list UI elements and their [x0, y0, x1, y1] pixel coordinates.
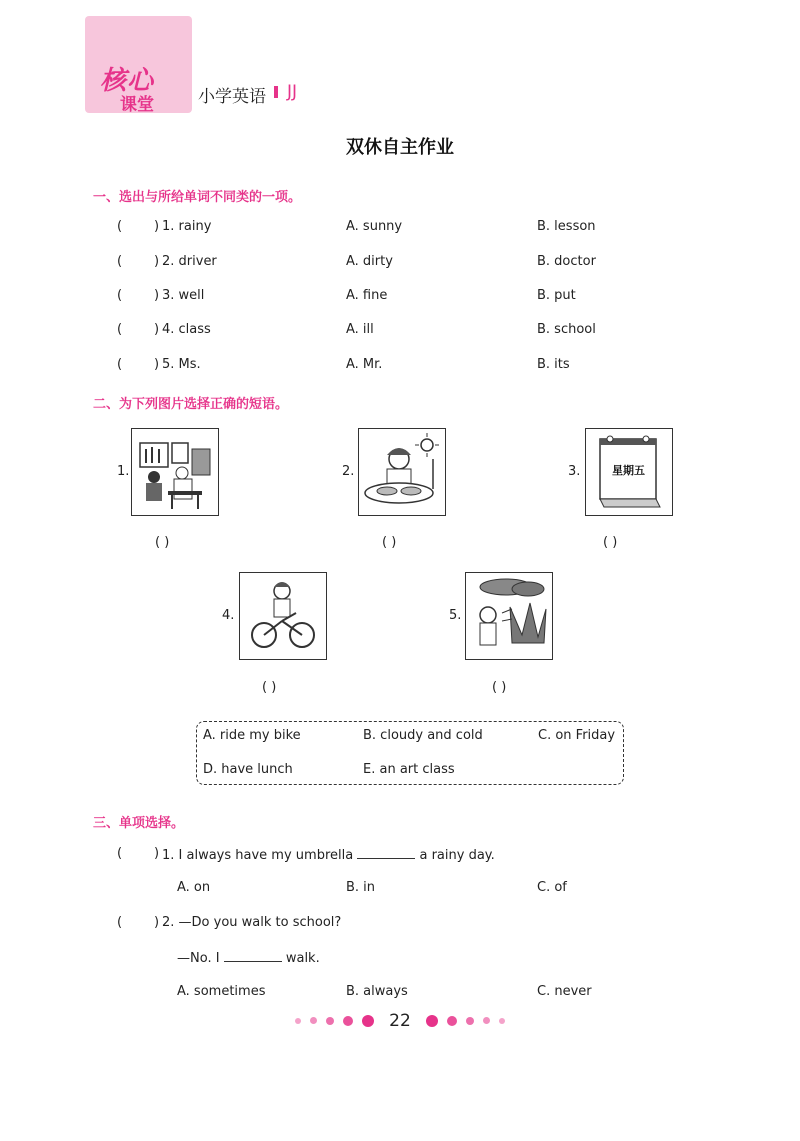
question-2-before: —No. I	[177, 951, 220, 966]
dot-decoration	[499, 1018, 505, 1024]
answer-blank[interactable]: ( )	[382, 535, 397, 550]
answer-paren-open[interactable]: (	[117, 254, 123, 269]
answer-paren-close: )	[154, 254, 160, 269]
q1-option-b: B. in	[346, 880, 376, 895]
picture-number: 3.	[568, 464, 581, 479]
section1-heading: 一、选出与所给单词不同类的一项。	[93, 190, 302, 205]
answer-paren-close: )	[154, 357, 160, 372]
question-2-after: walk.	[285, 951, 320, 966]
picture-number: 1.	[117, 464, 130, 479]
answer-blank[interactable]: ( )	[262, 680, 277, 695]
dot-decoration	[483, 1017, 490, 1024]
option-b: B. cloudy and cold	[363, 728, 483, 743]
question-1-before: 1. I always have my umbrella	[162, 848, 354, 863]
picture-have-lunch	[358, 428, 446, 516]
dot-decoration	[362, 1015, 374, 1027]
subject-divider	[274, 86, 278, 98]
cloudy-cold-illustration	[466, 573, 552, 659]
page-title: 双休自主作业	[346, 137, 454, 158]
subject-label: 小学英语	[198, 87, 266, 107]
question-word: 5. Ms.	[162, 357, 201, 372]
q2-option-c: C. never	[537, 984, 592, 999]
lunch-illustration	[359, 429, 445, 515]
question-1	[162, 846, 495, 863]
option-a: A. sunny	[346, 219, 403, 234]
art-class-illustration	[132, 429, 218, 515]
picture-art-class	[131, 428, 219, 516]
dot-decoration	[466, 1017, 474, 1025]
option-b: B. doctor	[537, 254, 596, 269]
question-word: 4. class	[162, 322, 211, 337]
section3-heading: 三、单项选择。	[93, 816, 185, 831]
option-a: A. fine	[346, 288, 388, 303]
picture-cloudy-cold	[465, 572, 553, 660]
answer-paren-open[interactable]: (	[117, 219, 123, 234]
fill-blank[interactable]	[357, 846, 415, 859]
calendar-text: 星期五	[612, 464, 645, 477]
edition-label: JJ	[287, 82, 298, 102]
option-a: A. dirty	[346, 254, 393, 269]
page-number: 22	[389, 1010, 411, 1031]
answer-blank[interactable]: ( )	[492, 680, 507, 695]
q2-option-a: A. sometimes	[177, 984, 266, 999]
answer-paren-close: )	[154, 322, 160, 337]
picture-number: 4.	[222, 608, 235, 623]
answer-paren-close: )	[154, 288, 160, 303]
section2-heading: 二、为下列图片选择正确的短语。	[93, 397, 289, 412]
answer-paren-open[interactable]: (	[117, 288, 123, 303]
dot-decoration	[447, 1016, 457, 1026]
logo-title: 核心	[100, 66, 155, 96]
dot-decoration	[310, 1017, 317, 1024]
question-2-line2	[177, 949, 320, 966]
option-a: A. Mr.	[346, 357, 383, 372]
answer-paren-open[interactable]: (	[117, 357, 123, 372]
answer-paren-close: )	[154, 219, 160, 234]
fill-blank[interactable]	[224, 949, 282, 962]
question-word: 3. well	[162, 288, 205, 303]
dot-decoration	[426, 1015, 438, 1027]
option-e: E. an art class	[363, 762, 455, 777]
bike-illustration	[240, 573, 326, 659]
answer-blank[interactable]: ( )	[155, 535, 170, 550]
q1-option-a: A. on	[177, 880, 211, 895]
answer-paren-open[interactable]: (	[117, 846, 123, 861]
logo-subtitle: 课堂	[120, 95, 154, 115]
dot-decoration	[295, 1018, 301, 1024]
question-word: 2. driver	[162, 254, 217, 269]
q1-option-c: C. of	[537, 880, 567, 895]
option-b: B. lesson	[537, 219, 596, 234]
question-1-after: a rainy day.	[419, 848, 495, 863]
option-a: A. ride my bike	[203, 728, 301, 743]
option-b: B. its	[537, 357, 570, 372]
dot-decoration	[343, 1016, 353, 1026]
option-c: C. on Friday	[538, 728, 616, 743]
option-d: D. have lunch	[203, 762, 293, 777]
answer-paren-close: )	[154, 915, 160, 930]
question-2-line1: 2. —Do you walk to school?	[162, 915, 342, 930]
option-a: A. ill	[346, 322, 374, 337]
dot-decoration	[326, 1017, 334, 1025]
answer-paren-open[interactable]: (	[117, 915, 123, 930]
question-word: 1. rainy	[162, 219, 212, 234]
answer-paren-open[interactable]: (	[117, 322, 123, 337]
q2-option-b: B. always	[346, 984, 408, 999]
answer-blank[interactable]: ( )	[603, 535, 618, 550]
option-b: B. put	[537, 288, 576, 303]
answer-paren-close: )	[154, 846, 160, 861]
option-b: B. school	[537, 322, 596, 337]
page-footer	[0, 1010, 800, 1031]
picture-ride-bike	[239, 572, 327, 660]
picture-number: 5.	[449, 608, 462, 623]
picture-number: 2.	[342, 464, 355, 479]
